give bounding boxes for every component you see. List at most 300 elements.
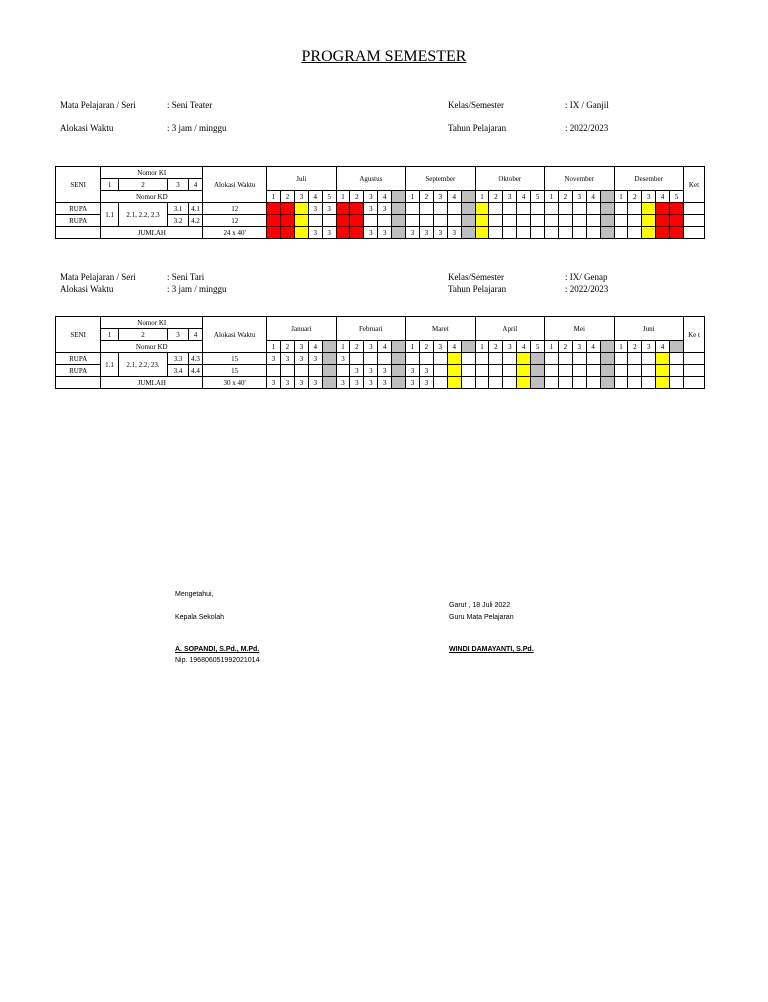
guru-label: Guru Mata Pelajaran	[449, 614, 514, 621]
week-number: 4	[378, 341, 392, 353]
week-cell: 3	[336, 353, 350, 365]
week-cell	[656, 377, 670, 389]
week-cell: 3	[406, 227, 420, 239]
week-cell	[489, 365, 503, 377]
week-number: 2	[419, 341, 433, 353]
week-cell	[322, 365, 336, 377]
week-cell	[447, 353, 461, 365]
week-cell: 3	[308, 227, 322, 239]
week-cell	[433, 365, 447, 377]
kd-3-cell: 3.3	[168, 353, 189, 365]
week-cell	[308, 215, 322, 227]
week-cell	[628, 353, 642, 365]
week-cell	[433, 215, 447, 227]
week-cell	[336, 365, 350, 377]
week-cell	[461, 353, 475, 365]
week-number: 1	[336, 191, 350, 203]
semester-1-table	[55, 166, 705, 239]
week-number: 4	[656, 191, 670, 203]
week-cell	[586, 227, 600, 239]
week-cell	[614, 353, 628, 365]
week-cell	[517, 227, 531, 239]
week-number: 3	[433, 191, 447, 203]
week-cell	[600, 215, 614, 227]
week-cell: 3	[294, 377, 308, 389]
week-number: 2	[419, 191, 433, 203]
week-number: 1	[406, 341, 420, 353]
week-cell: 3	[447, 227, 461, 239]
week-number: 4	[586, 191, 600, 203]
month-header: Agustus	[336, 167, 406, 191]
alokasi-cell: 15	[203, 365, 267, 377]
week-cell	[586, 365, 600, 377]
value-kelas-semester: : IX/ Genap	[565, 272, 608, 282]
week-cell: 3	[336, 377, 350, 389]
week-cell	[628, 215, 642, 227]
alokasi-cell: 15	[203, 353, 267, 365]
week-number: 2	[350, 341, 364, 353]
week-cell	[378, 215, 392, 227]
week-cell	[336, 227, 350, 239]
week-cell	[336, 203, 350, 215]
month-header: Februari	[336, 317, 405, 341]
week-number: 1	[336, 341, 350, 353]
week-number: 1	[614, 191, 628, 203]
week-cell	[350, 215, 364, 227]
week-cell	[392, 227, 406, 239]
week-cell	[614, 215, 628, 227]
week-cell	[558, 203, 572, 215]
label-kelas-semester: Kelas/Semester	[448, 100, 504, 110]
week-number: 2	[628, 341, 642, 353]
seni-cell: RUPA	[56, 203, 101, 215]
ket-cell	[683, 377, 704, 389]
week-cell	[489, 227, 503, 239]
week-number: 4	[308, 341, 322, 353]
header-row	[56, 341, 705, 353]
kepala-sekolah-label: Kepala Sekolah	[175, 614, 225, 621]
kd-4-cell: 4.1	[188, 203, 202, 215]
week-number: 2	[489, 341, 503, 353]
table-cell	[56, 227, 101, 239]
week-cell: 3	[419, 365, 433, 377]
week-cell	[558, 215, 572, 227]
week-cell	[670, 227, 684, 239]
week-cell	[281, 227, 295, 239]
seni-cell: RUPA	[56, 365, 101, 377]
week-cell: 3	[350, 377, 364, 389]
month-header: Mei	[545, 317, 614, 341]
sem1-info-row-2	[60, 123, 680, 135]
week-cell: 3	[419, 377, 433, 389]
week-cell: 3	[294, 353, 308, 365]
week-cell	[586, 377, 600, 389]
header-ket: Ke t	[683, 317, 704, 353]
kd-2-cell: 2.1, 2.2, 2.3	[118, 203, 167, 227]
kd-3-cell: 3.2	[168, 215, 189, 227]
ket-cell	[683, 353, 704, 365]
week-number: 1	[267, 191, 281, 203]
value-tahun-pelajaran: : 2022/2023	[565, 284, 609, 294]
week-cell	[378, 353, 392, 365]
week-cell	[572, 353, 586, 365]
kd-4-cell: 4.2	[188, 215, 202, 227]
week-cell	[350, 203, 364, 215]
table-row	[56, 203, 705, 215]
week-number: 5	[531, 191, 545, 203]
week-cell	[281, 215, 295, 227]
week-cell	[614, 227, 628, 239]
week-cell	[600, 227, 614, 239]
week-cell	[531, 365, 545, 377]
header-row	[56, 191, 705, 203]
label-kelas-semester: Kelas/Semester	[448, 272, 504, 282]
sem2-info-row-2	[60, 284, 680, 296]
week-number	[392, 191, 406, 203]
kd-3-cell: 3.1	[168, 203, 189, 215]
week-number: 1	[475, 341, 489, 353]
header-nomor-ki: Nomor KI	[101, 167, 203, 179]
week-cell: 3	[322, 227, 336, 239]
week-number: 3	[364, 341, 378, 353]
week-cell	[406, 215, 420, 227]
label-alokasi-waktu: Alokasi Waktu	[60, 284, 114, 294]
week-number: 4	[656, 341, 670, 353]
week-cell	[364, 215, 378, 227]
month-header: Oktober	[475, 167, 545, 191]
week-cell: 3	[406, 377, 420, 389]
month-header: Maret	[406, 317, 476, 341]
week-number: 3	[572, 191, 586, 203]
week-number: 4	[586, 341, 600, 353]
label-mata-pelajaran: Mata Pelajaran / Seri	[60, 272, 136, 282]
week-cell	[600, 203, 614, 215]
jumlah-label: JUMLAH	[101, 377, 203, 389]
week-cell	[656, 227, 670, 239]
ket-cell	[683, 227, 704, 239]
week-cell	[489, 353, 503, 365]
week-number: 4	[447, 191, 461, 203]
week-cell	[489, 203, 503, 215]
week-number: 3	[294, 191, 308, 203]
week-number: 5	[531, 341, 545, 353]
ki-number: 4	[188, 179, 202, 191]
ki-number: 3	[168, 329, 189, 341]
kepala-sekolah-name: A. SOPANDI, S.Pd., M.Pd.	[175, 646, 260, 653]
week-cell	[475, 353, 489, 365]
week-cell	[586, 353, 600, 365]
week-cell	[572, 377, 586, 389]
header-row	[56, 167, 705, 179]
week-cell	[433, 353, 447, 365]
header-nomor-kd: Nomor KD	[101, 341, 203, 353]
week-cell	[545, 377, 559, 389]
week-cell	[336, 215, 350, 227]
week-cell: 3	[308, 377, 322, 389]
week-cell	[572, 227, 586, 239]
week-cell	[419, 215, 433, 227]
week-cell	[461, 365, 475, 377]
week-cell: 3	[433, 227, 447, 239]
week-cell	[503, 227, 517, 239]
week-cell	[670, 353, 684, 365]
week-cell	[558, 353, 572, 365]
month-header: Desember	[614, 167, 683, 191]
week-cell: 3	[308, 203, 322, 215]
label-tahun-pelajaran: Tahun Pelajaran	[448, 123, 507, 133]
week-cell: 3	[350, 365, 364, 377]
page-title: PROGRAM SEMESTER	[301, 48, 467, 65]
week-cell	[489, 377, 503, 389]
week-cell	[517, 203, 531, 215]
table-row	[56, 353, 705, 365]
week-cell	[642, 365, 656, 377]
week-number: 2	[628, 191, 642, 203]
week-cell	[614, 377, 628, 389]
header-row	[56, 317, 705, 329]
kd-3-cell: 3.4	[168, 365, 189, 377]
week-cell	[656, 215, 670, 227]
week-cell	[392, 203, 406, 215]
header-nomor-kd: Nomor KD	[101, 191, 203, 203]
week-cell: 3	[364, 227, 378, 239]
ket-cell	[683, 215, 704, 227]
week-number: 4	[308, 191, 322, 203]
week-cell	[545, 215, 559, 227]
week-cell	[531, 215, 545, 227]
week-cell	[364, 353, 378, 365]
header-seni: SENI	[56, 317, 101, 353]
week-cell	[406, 353, 420, 365]
week-cell	[670, 365, 684, 377]
kd-2-cell: 2.1, 2.2, 23.	[118, 353, 167, 377]
total-row	[56, 227, 705, 239]
kepala-sekolah-nip: Nip. 196806051992021014	[175, 657, 260, 664]
label-tahun-pelajaran: Tahun Pelajaran	[448, 284, 507, 294]
week-number: 2	[280, 341, 294, 353]
jumlah-alokasi: 30 x 40'	[203, 377, 267, 389]
month-header: September	[406, 167, 475, 191]
header-ket: Ket	[683, 167, 704, 203]
week-cell	[642, 215, 656, 227]
week-number: 4	[517, 191, 531, 203]
week-cell	[475, 227, 489, 239]
week-number: 2	[281, 191, 295, 203]
week-cell	[392, 215, 406, 227]
week-cell	[531, 377, 545, 389]
week-number	[322, 341, 336, 353]
week-cell	[447, 377, 461, 389]
week-number	[600, 191, 614, 203]
week-cell	[461, 203, 475, 215]
week-cell	[572, 365, 586, 377]
week-cell	[642, 227, 656, 239]
week-number: 2	[489, 191, 503, 203]
week-cell	[322, 353, 336, 365]
week-cell	[322, 215, 336, 227]
month-header: April	[475, 317, 544, 341]
week-number: 4	[447, 341, 461, 353]
label-alokasi-waktu: Alokasi Waktu	[60, 123, 114, 133]
week-number: 3	[294, 341, 308, 353]
jumlah-label: JUMLAH	[101, 227, 203, 239]
week-cell	[447, 215, 461, 227]
ket-cell	[683, 203, 704, 215]
week-cell	[322, 377, 336, 389]
week-number: 1	[614, 341, 628, 353]
week-cell: 3	[280, 377, 294, 389]
week-cell	[280, 365, 294, 377]
week-cell	[392, 365, 406, 377]
week-cell: 3	[267, 377, 281, 389]
week-cell	[294, 365, 308, 377]
week-number: 1	[406, 191, 420, 203]
seni-cell: RUPA	[56, 215, 101, 227]
week-cell	[517, 215, 531, 227]
week-number: 2	[558, 341, 572, 353]
week-number: 4	[517, 341, 531, 353]
ket-cell	[683, 365, 704, 377]
week-cell	[447, 203, 461, 215]
week-cell	[406, 203, 420, 215]
sem2-info-row-1	[60, 272, 680, 284]
week-number: 3	[433, 341, 447, 353]
month-header: Juni	[614, 317, 683, 341]
week-cell	[419, 353, 433, 365]
week-cell	[419, 203, 433, 215]
week-cell	[447, 365, 461, 377]
week-cell	[614, 365, 628, 377]
week-cell	[392, 377, 406, 389]
week-number	[461, 341, 475, 353]
week-cell	[572, 215, 586, 227]
month-header: Januari	[267, 317, 337, 341]
week-cell	[558, 227, 572, 239]
jumlah-alokasi: 24 x 40'	[203, 227, 267, 239]
week-cell	[656, 353, 670, 365]
week-number: 3	[572, 341, 586, 353]
week-cell	[433, 203, 447, 215]
week-cell	[433, 377, 447, 389]
week-cell	[281, 203, 295, 215]
month-header: Juli	[267, 167, 336, 191]
total-row	[56, 377, 705, 389]
alokasi-cell: 12	[203, 203, 267, 215]
alokasi-cell: 12	[203, 215, 267, 227]
week-number: 2	[558, 191, 572, 203]
ki-number: 2	[118, 179, 167, 191]
week-cell	[656, 365, 670, 377]
week-cell	[545, 203, 559, 215]
week-cell	[531, 227, 545, 239]
week-cell	[558, 377, 572, 389]
week-number: 3	[642, 191, 656, 203]
week-number	[670, 341, 684, 353]
week-cell: 3	[378, 365, 392, 377]
week-cell	[461, 377, 475, 389]
header-alokasi-waktu: Alokasi Waktu	[203, 317, 267, 353]
week-cell	[600, 377, 614, 389]
week-cell	[294, 203, 308, 215]
week-number: 3	[364, 191, 378, 203]
week-cell	[350, 353, 364, 365]
week-number: 1	[545, 191, 559, 203]
value-alokasi-waktu: : 3 jam / minggu	[167, 123, 227, 133]
week-cell	[628, 377, 642, 389]
month-header: November	[545, 167, 614, 191]
week-cell	[670, 203, 684, 215]
week-cell	[545, 365, 559, 377]
kd-1-cell: 1.1	[101, 203, 119, 227]
place-date: Garut , 18 Juli 2022	[449, 602, 511, 609]
week-cell: 3	[280, 353, 294, 365]
week-cell	[475, 203, 489, 215]
kd-1-cell: 1.1	[101, 353, 119, 377]
mengetahui-text: Mengetahui,	[175, 591, 214, 598]
value-mata-pelajaran: : Seni Tari	[167, 272, 205, 282]
week-cell: 3	[419, 227, 433, 239]
week-number: 3	[503, 341, 517, 353]
header-nomor-ki: Nomor KI	[101, 317, 203, 329]
seni-cell: RUPA	[56, 353, 101, 365]
week-number	[600, 341, 614, 353]
kd-4-cell: 4.3	[188, 353, 202, 365]
week-number: 3	[503, 191, 517, 203]
value-tahun-pelajaran: : 2022/2023	[565, 123, 609, 133]
value-mata-pelajaran: : Seni Teater	[167, 100, 213, 110]
week-number	[392, 341, 406, 353]
week-cell	[461, 215, 475, 227]
week-cell	[503, 377, 517, 389]
ki-number: 2	[118, 329, 167, 341]
week-cell: 3	[378, 203, 392, 215]
week-cell	[503, 203, 517, 215]
week-number: 4	[378, 191, 392, 203]
week-cell	[350, 227, 364, 239]
week-cell	[531, 203, 545, 215]
week-cell	[545, 227, 559, 239]
week-number: 5	[322, 191, 336, 203]
semester-2-table	[55, 316, 705, 389]
ki-number: 4	[188, 329, 202, 341]
week-cell	[503, 365, 517, 377]
week-cell	[628, 227, 642, 239]
week-cell: 3	[364, 365, 378, 377]
week-number: 1	[475, 191, 489, 203]
week-cell	[614, 203, 628, 215]
week-cell	[670, 215, 684, 227]
week-cell: 3	[322, 203, 336, 215]
week-cell	[267, 227, 281, 239]
week-cell: 3	[378, 227, 392, 239]
week-cell	[267, 203, 281, 215]
week-cell: 3	[378, 377, 392, 389]
header-alokasi-waktu: Alokasi Waktu	[203, 167, 267, 203]
week-number: 2	[350, 191, 364, 203]
week-number: 5	[670, 191, 684, 203]
week-cell	[531, 353, 545, 365]
week-cell	[267, 215, 281, 227]
week-cell	[642, 203, 656, 215]
week-cell	[600, 365, 614, 377]
week-cell	[517, 365, 531, 377]
week-cell	[586, 203, 600, 215]
table-cell	[56, 377, 101, 389]
value-kelas-semester: : IX / Ganjil	[565, 100, 609, 110]
week-cell	[642, 377, 656, 389]
week-cell	[642, 353, 656, 365]
week-cell	[294, 215, 308, 227]
